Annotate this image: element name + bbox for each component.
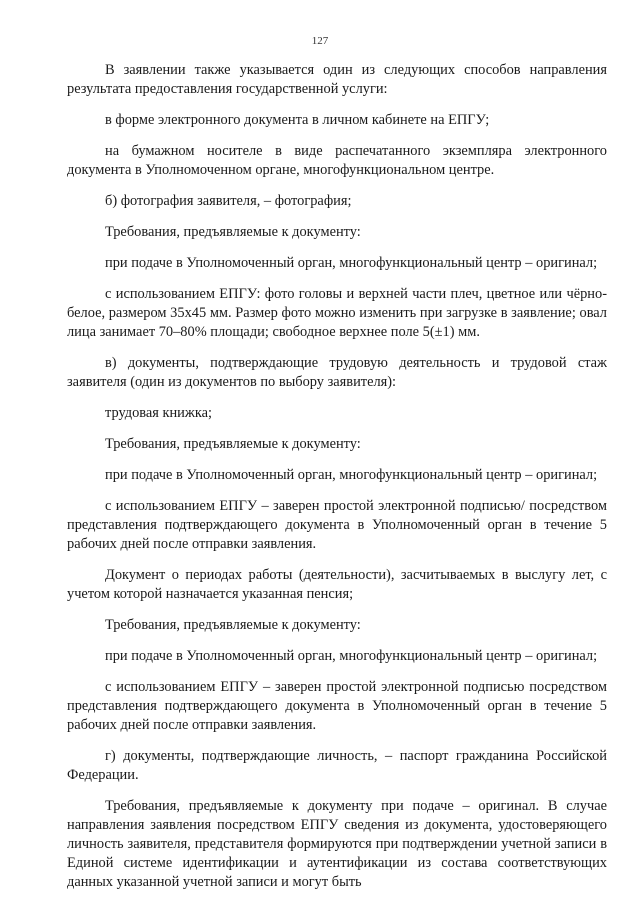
paragraph-photo-epgu: с использованием ЕПГУ: фото головы и верхней части плеч, цветное или чёрно-белое, размером 35x45 мм. Размер фото можно изменить при загрузке в заявление; овал лица занимает 70–80% площади; свободное верхнее поле 5(±1) мм.: [67, 286, 607, 340]
paragraph-electronic-form: в форме электронного документа в личном кабинете на ЕПГУ;: [105, 112, 490, 128]
paragraph-identity-documents: г) документы, подтверждающие личность, – паспорт гражданина Российской Федерации.: [67, 748, 607, 783]
paragraph-photo: б) фотография заявителя, – фотография;: [105, 193, 352, 209]
paragraph-requirements-1: Требования, предъявляемые к документу:: [105, 224, 361, 240]
paragraph-delivery-methods: В заявлении также указывается один из следующих способов направления результата предоставления государственной услуги:: [67, 62, 607, 97]
paragraph-original-1: при подаче в Уполномоченный орган, многофункциональный центр – оригинал;: [105, 255, 598, 271]
paragraph-requirements-2: Требования, предъявляемые к документу:: [105, 436, 361, 452]
paragraph-work-periods: Документ о периодах работы (деятельности), засчитываемых в выслугу лет, с учетом которой назначается указанная пенсия;: [67, 567, 607, 602]
paragraph-original-2: при подаче в Уполномоченный орган, многофункциональный центр – оригинал;: [105, 467, 598, 483]
paragraph-work-documents: в) документы, подтверждающие трудовую деятельность и трудовой стаж заявителя (один из документов по выбору заявителя):: [67, 355, 607, 390]
paragraph-original-3: при подаче в Уполномоченный орган, многофункциональный центр – оригинал;: [105, 648, 598, 664]
paragraph-work-book: трудовая книжка;: [105, 405, 212, 421]
paragraph-requirements-3: Требования, предъявляемые к документу:: [105, 617, 361, 633]
page-number: 127: [311, 35, 329, 47]
paragraph-identity-requirements: Требования, предъявляемые к документу при подаче – оригинал. В случае направления заявления посредством ЕПГУ сведения из документа, удостоверяющего личность заявителя, представителя формируются при подтверждении учетной записи в Единой системе идентификации и аутентификации из состава соответствующих данных указанной учетной записи и могут быть: [67, 798, 607, 890]
paragraph-epgu-signature-1: с использованием ЕПГУ – заверен простой электронной подписью/ посредством представления подтверждающего документа в Уполномоченный орган в течение 5 рабочих дней после отправки заявления.: [67, 498, 607, 552]
paragraph-paper-form: на бумажном носителе в виде распечатанного экземпляра электронного документа в Уполномоченном органе, многофункциональном центре.: [67, 143, 607, 178]
paragraph-epgu-signature-2: с использованием ЕПГУ – заверен простой электронной подписью посредством представления подтверждающего документа в Уполномоченный орган в течение 5 рабочих дней после отправки заявления.: [67, 679, 607, 733]
document-body: [67, 61, 607, 902]
